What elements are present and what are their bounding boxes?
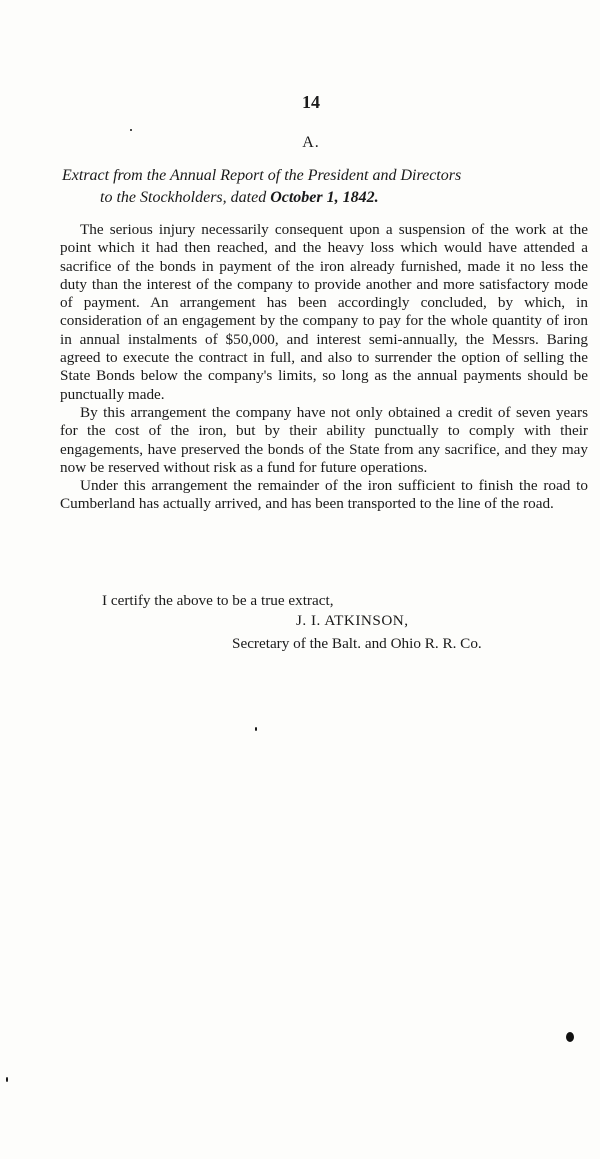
extract-title	[62, 165, 588, 209]
title-line-1: Extract from the Annual Report of the President and Directors	[62, 167, 462, 184]
title-date: October 1, 1842.	[270, 189, 379, 206]
paragraph-1: The serious injury necessarily consequent upon a suspension of the work at the point which it had then reached, and the heavy loss which would have attended a sacrifice of the bonds in payment of the iron already furnished, made it no less the duty than the interest of the company to provide another and more satisfactory mode of payment. An arrangement has been accordingly concluded, by which, in consideration of an engagement by the company to pay for the whole quantity of iron in annual instalments of $50,000, and interest semi-annually, the Messrs. Baring agreed to execute the contract in full, and also to surrender the option of selling the State Bonds below the company's limits, so long as the annual payments should be punctually made.	[60, 221, 588, 403]
page-number: 14	[302, 92, 320, 112]
certification-line: I certify the above to be a true extract,	[102, 592, 334, 609]
signer-name: J. I. ATKINSON,	[296, 612, 409, 629]
paragraph-2: By this arrangement the company have not only obtained a credit of seven years for the cost of the iron, but by their ability punctually to comply with their engagements, have preserved the bonds of the State from any sacrifice, and they may now be reserved without risk as a fund for future operations.	[60, 403, 588, 476]
paragraph-3: Under this arrangement the remainder of the iron sufficient to finish the road to Cumberland has actually arrived, and has been transported to the line of the road.	[60, 477, 588, 513]
ink-speck	[255, 727, 257, 731]
title-line-2	[62, 187, 588, 209]
section-letter: A.	[302, 134, 320, 151]
signer-title: Secretary of the Balt. and Ohio R. R. Co.	[232, 635, 482, 652]
ink-speck	[130, 129, 132, 131]
ink-speck	[566, 1032, 574, 1042]
extract-body	[60, 221, 588, 514]
ink-speck	[6, 1077, 8, 1082]
title-line-2-text: to the Stockholders, dated	[100, 189, 271, 206]
